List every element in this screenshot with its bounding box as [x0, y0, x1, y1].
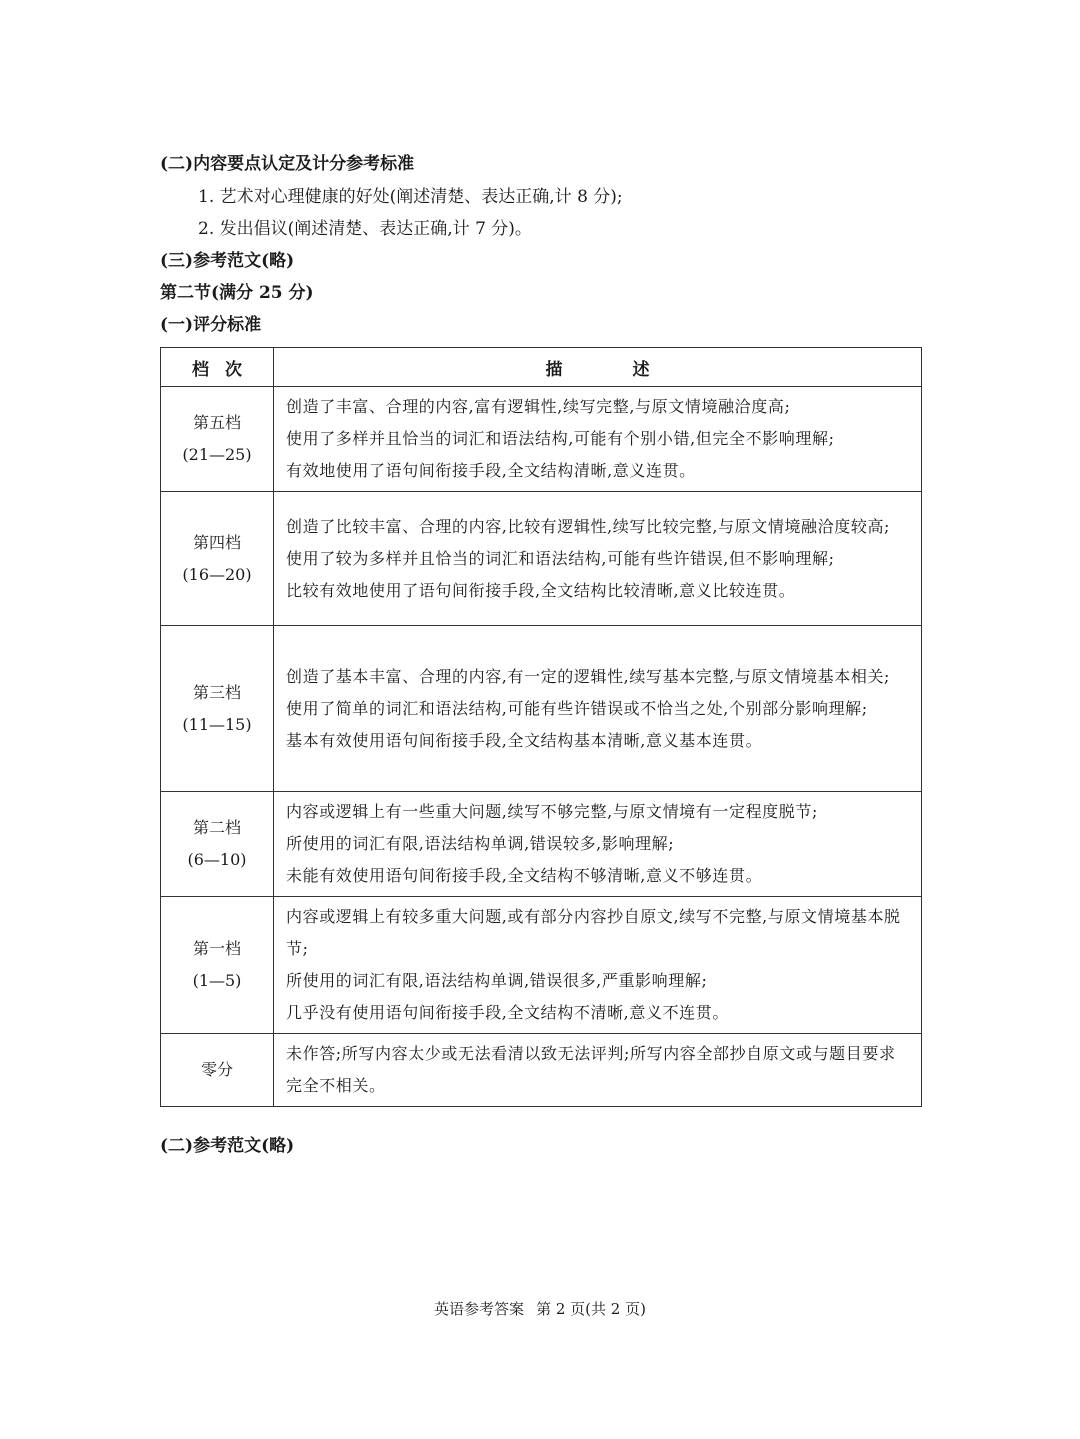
table-row: [161, 387, 922, 492]
content-point-1: 1. 艺术对心理健康的好处(阐述清楚、表达正确,计 8 分);: [198, 187, 623, 207]
table-row: [161, 492, 922, 626]
description-cell: 创造了基本丰富、合理的内容,有一定的逻辑性,续写基本完整,与原文情境基本相关; 使用了简单的词汇和语法结构,可能有些许错误或不恰当之处,个别部分影响理解; 基本有效使用语句间衔接手段,全文结构基本清晰,意义基本连贯。: [274, 626, 922, 792]
content-point-2: 2. 发出倡议(阐述清楚、表达正确,计 7 分)。: [198, 219, 532, 239]
footer-page-info: 第 2 页(共 2 页): [536, 1300, 646, 1318]
description-cell: 内容或逻辑上有一些重大问题,续写不够完整,与原文情境有一定程度脱节; 所使用的词汇有限,语法结构单调,错误较多,影响理解; 未能有效使用语句间衔接手段,全文结构不够清晰,意义不够连贯。: [274, 792, 922, 897]
level-cell: 零分: [161, 1034, 274, 1107]
table-row: [161, 897, 922, 1034]
scoring-criteria-heading: (一)评分标准: [160, 315, 262, 335]
level-cell: 第一档 (1—5): [161, 897, 274, 1034]
sample-essay-heading-1: (三)参考范文(略): [160, 251, 295, 271]
description-cell: 创造了比较丰富、合理的内容,比较有逻辑性,续写比较完整,与原文情境融洽度较高; 使用了较为多样并且恰当的词汇和语法结构,可能有些许错误,但不影响理解; 比较有效地使用了语句间衔接手段,全文结构比较清晰,意义比较连贯。: [274, 492, 922, 626]
description-cell: 未作答;所写内容太少或无法看清以致无法评判;所写内容全部抄自原文或与题目要求完全不相关。: [274, 1034, 922, 1107]
table-row: [161, 1034, 922, 1107]
footer-doc-title: 英语参考答案: [434, 1300, 525, 1318]
scoring-rubric-table: [160, 347, 922, 1107]
level-cell: 第三档 (11—15): [161, 626, 274, 792]
level-cell: 第五档 (21—25): [161, 387, 274, 492]
table-row: [161, 792, 922, 897]
header-level: 档 次: [161, 348, 274, 387]
content-points-heading: (二)内容要点认定及计分参考标准: [160, 154, 415, 174]
level-cell: 第四档 (16—20): [161, 492, 274, 626]
header-description: 描 述: [274, 348, 922, 387]
part-two-heading: 第二节(满分 25 分): [160, 283, 314, 303]
page-footer: [0, 1298, 1080, 1319]
table-header-row: [161, 348, 922, 387]
description-cell: 创造了丰富、合理的内容,富有逻辑性,续写完整,与原文情境融洽度高; 使用了多样并且恰当的词汇和语法结构,可能有个别小错,但完全不影响理解; 有效地使用了语句间衔接手段,全文结构清晰,意义连贯。: [274, 387, 922, 492]
level-cell: 第二档 (6—10): [161, 792, 274, 897]
description-cell: 内容或逻辑上有较多重大问题,或有部分内容抄自原文,续写不完整,与原文情境基本脱节; 所使用的词汇有限,语法结构单调,错误很多,严重影响理解; 几乎没有使用语句间衔接手段,全文结构不清晰,意义不连贯。: [274, 897, 922, 1034]
sample-essay-heading-2: (二)参考范文(略): [160, 1136, 295, 1156]
table-row: [161, 626, 922, 792]
